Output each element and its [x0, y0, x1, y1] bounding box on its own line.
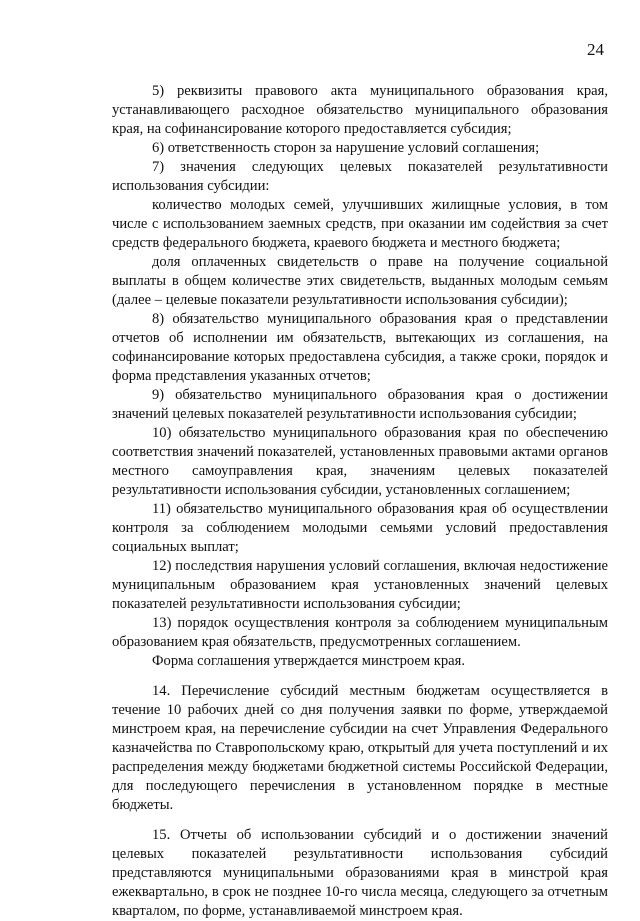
document-body: [112, 82, 608, 921]
paragraph-item-12: 12) последствия нарушения условий соглашения, включая недостижение муниципальным образованием края установленных значений целевых показателей результативности использования субсидии;: [112, 558, 608, 612]
paragraph-item-5: 5) реквизиты правового акта муниципального образования края, устанавливающего расходное обязательство муниципального образования края, на софинансирование которого предоставляется субсидия;: [112, 83, 608, 137]
paragraph-agreement-form: Форма соглашения утверждается минстроем края.: [152, 653, 465, 669]
paragraph-item-8: 8) обязательство муниципального образования края о представлении отчетов об исполнении им обязательств, вытекающих из соглашения, на софинансирование которых предоставлена субсидия, а также сроки, порядок и форма представления указанных отчетов;: [112, 311, 608, 384]
paragraph-item-13: 13) порядок осуществления контроля за соблюдением муниципальным образованием края обязательств, предусмотренных соглашением.: [112, 615, 608, 650]
paragraph-item-6: 6) ответственность сторон за нарушение условий соглашения;: [152, 140, 540, 156]
paragraph-section-14: 14. Перечисление субсидий местным бюджетам осуществляется в течение 10 рабочих дней со дня получения заявки по форме, утверждаемой минстроем края, на перечисление субсидии на счет Управления Федерального казначейства по Ставропольскому краю, открытый для учета поступлений и их распределения между бюджетами бюджетной системы Российской Федерации, для последующего перечисления в установленном порядке в местные бюджеты.: [112, 683, 608, 813]
paragraph-indicator-families: количество молодых семей, улучшивших жилищные условия, в том числе с использованием заемных средств, при оказании им содействия за счет средств федерального бюджета, краевого бюджета и местного бюджета;: [112, 197, 608, 251]
paragraph-item-10: 10) обязательство муниципального образования края по обеспечению соответствия значений показателей, установленных правовыми актами органов местного самоуправления края, значениям целевых показателей результативности использования субсидии, установленных соглашением;: [112, 425, 608, 498]
page-number: 24: [587, 40, 604, 59]
paragraph-indicator-certificates: доля оплаченных свидетельств о праве на получение социальной выплаты в общем количестве этих свидетельств, выданных молодым семьям (далее – целевые показатели результативности использования субсидии);: [112, 254, 608, 308]
paragraph-section-15: 15. Отчеты об использовании субсидий и о достижении значений целевых показателей результативности использования субсидий представляются муниципальными образованиями края в минстрой края ежеквартально, в срок не позднее 10-го числа месяца, следующего за отчетным кварталом, по форме, устанавливаемой минстроем края.: [112, 827, 608, 919]
paragraph-item-11: 11) обязательство муниципального образования края об осуществлении контроля за соблюдением молодыми семьями условий предоставления социальных выплат;: [112, 501, 608, 555]
paragraph-item-7: 7) значения следующих целевых показателей результативности использования субсидии:: [112, 159, 608, 194]
paragraph-item-9: 9) обязательство муниципального образования края о достижении значений целевых показателей результативности использования субсидии;: [112, 387, 608, 422]
